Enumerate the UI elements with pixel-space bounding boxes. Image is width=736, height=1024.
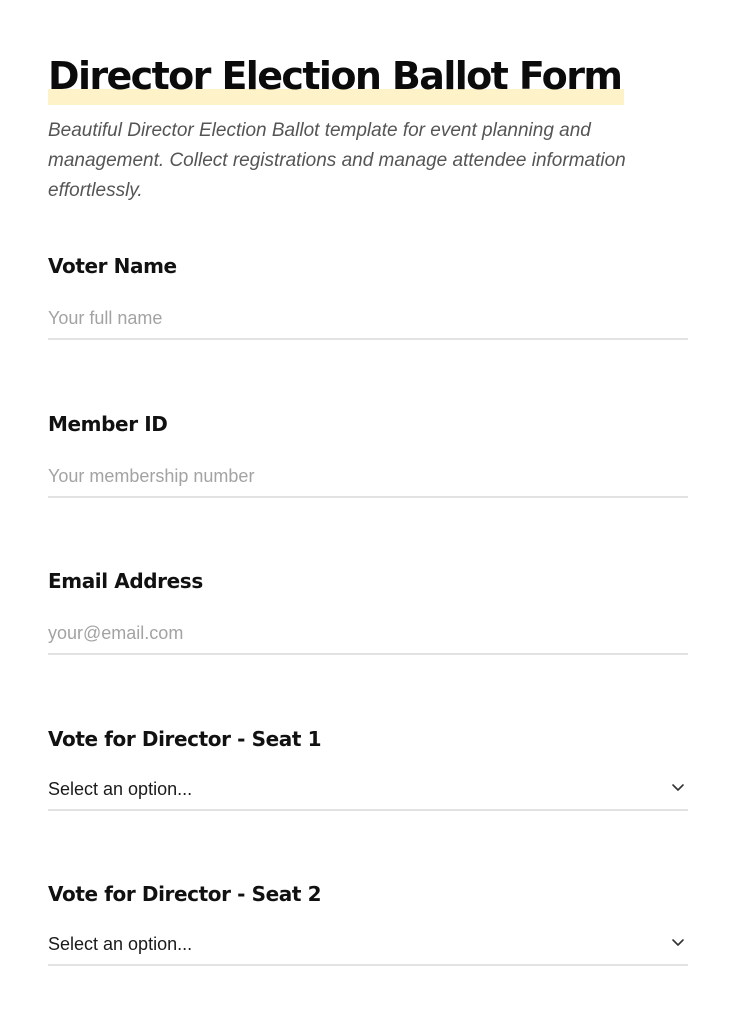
chevron-down-icon <box>670 782 686 794</box>
member-id-label: Member ID <box>48 412 168 436</box>
email-label: Email Address <box>48 569 203 593</box>
seat-1-selected-value: Select an option... <box>48 779 193 799</box>
voter-name-input[interactable] <box>48 298 688 340</box>
email-input[interactable] <box>48 613 688 655</box>
voter-name-label: Voter Name <box>48 254 177 278</box>
seat-2-label: Vote for Director - Seat 2 <box>48 882 322 906</box>
seat-2-selected-value: Select an option... <box>48 934 193 954</box>
chevron-down-icon <box>670 937 686 949</box>
seat-1-label: Vote for Director - Seat 1 <box>48 727 322 751</box>
seat-1-select[interactable] <box>48 769 688 811</box>
page-title: Director Election Ballot Form <box>48 54 622 98</box>
seat-2-select[interactable] <box>48 924 688 966</box>
page-description: Beautiful Director Election Ballot template for event planning and management. Collect registrations and manage attendee information effortlessly. <box>48 120 626 201</box>
member-id-input[interactable] <box>48 456 688 498</box>
